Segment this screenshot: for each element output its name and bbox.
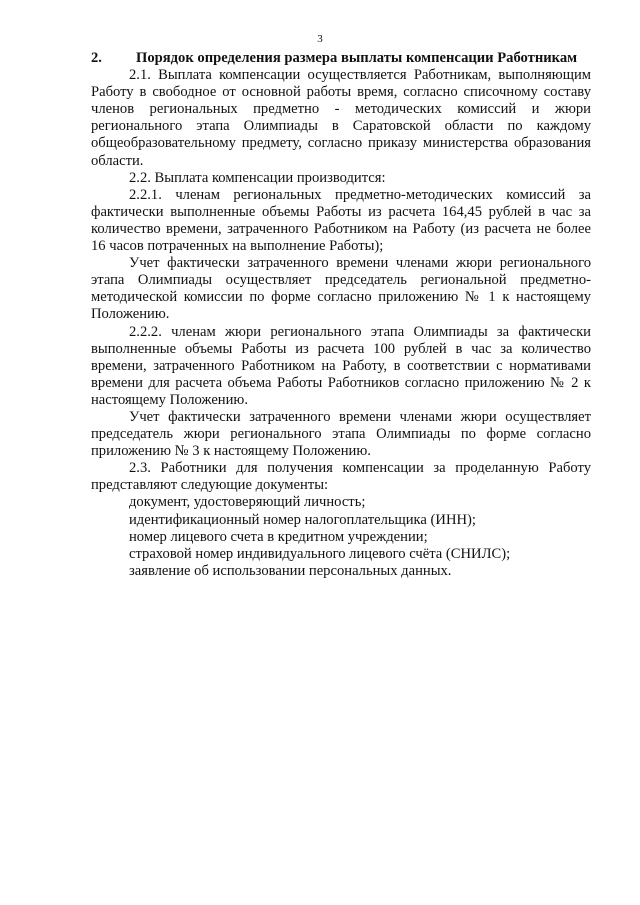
list-item: заявление об использовании персональных данных. [129, 562, 452, 579]
paragraph-2-2-1: 2.2.1. членам региональных предметно-методических комиссий за фактически выполненные объемы Работы из расчета 164,45 рублей в час за количество времени, затраченного Работником на Работу (из расчета не более 16 часов потраченных на выполнение Работы); [91, 186, 591, 255]
paragraph-2-2: 2.2. Выплата компенсации производится: [129, 169, 386, 186]
paragraph-accounting-jury: Учет фактически затраченного времени членами жюри осуществляет председатель жюри регионального этапа Олимпиады по форме согласно приложению № 3 к настоящему Положению. [91, 408, 591, 460]
paragraph-2-1: 2.1. Выплата компенсации осуществляется Работникам, выполняющим Работу в свободное от основной работы время, согласно списочному составу членов региональных предметно - методических комиссий и жюри регионального этапа Олимпиады в Саратовской области по каждому общеобразовательному предмету, согласно приказу министерства образования области. [91, 67, 591, 169]
list-item: идентификационный номер налогоплательщика (ИНН); [129, 511, 476, 528]
list-item: номер лицевого счета в кредитном учреждении; [129, 528, 428, 545]
paragraph-accounting-commission: Учет фактически затраченного времени членами жюри регионального этапа Олимпиады осуществляет председатель региональной предметно-методической комиссии по форме согласно приложению № 1 к настоящему Положению. [91, 255, 591, 323]
documents-list [91, 494, 591, 579]
paragraph-2-2-2: 2.2.2. членам жюри регионального этапа Олимпиады за фактически выполненные объемы Работы из расчета 100 рублей в час за количество времени, затраченного Работником на Работу, в соответствии с нормативами времени для расчета объема Работы Работников согласно приложению № 2 к настоящему Положению. [91, 323, 591, 408]
list-item: страховой номер индивидуального лицевого счёта (СНИЛС); [129, 545, 511, 562]
paragraph-2-3: 2.3. Работники для получения компенсации за проделанную Работу представляют следующие документы: [91, 460, 591, 494]
document-body [91, 50, 591, 580]
list-item: документ, удостоверяющий личность; [129, 494, 366, 511]
section-title: Порядок определения размера выплаты компенсации Работникам [136, 50, 578, 66]
section-number: 2. [91, 50, 102, 66]
section-heading [91, 50, 591, 67]
page-number: 3 [317, 33, 323, 45]
